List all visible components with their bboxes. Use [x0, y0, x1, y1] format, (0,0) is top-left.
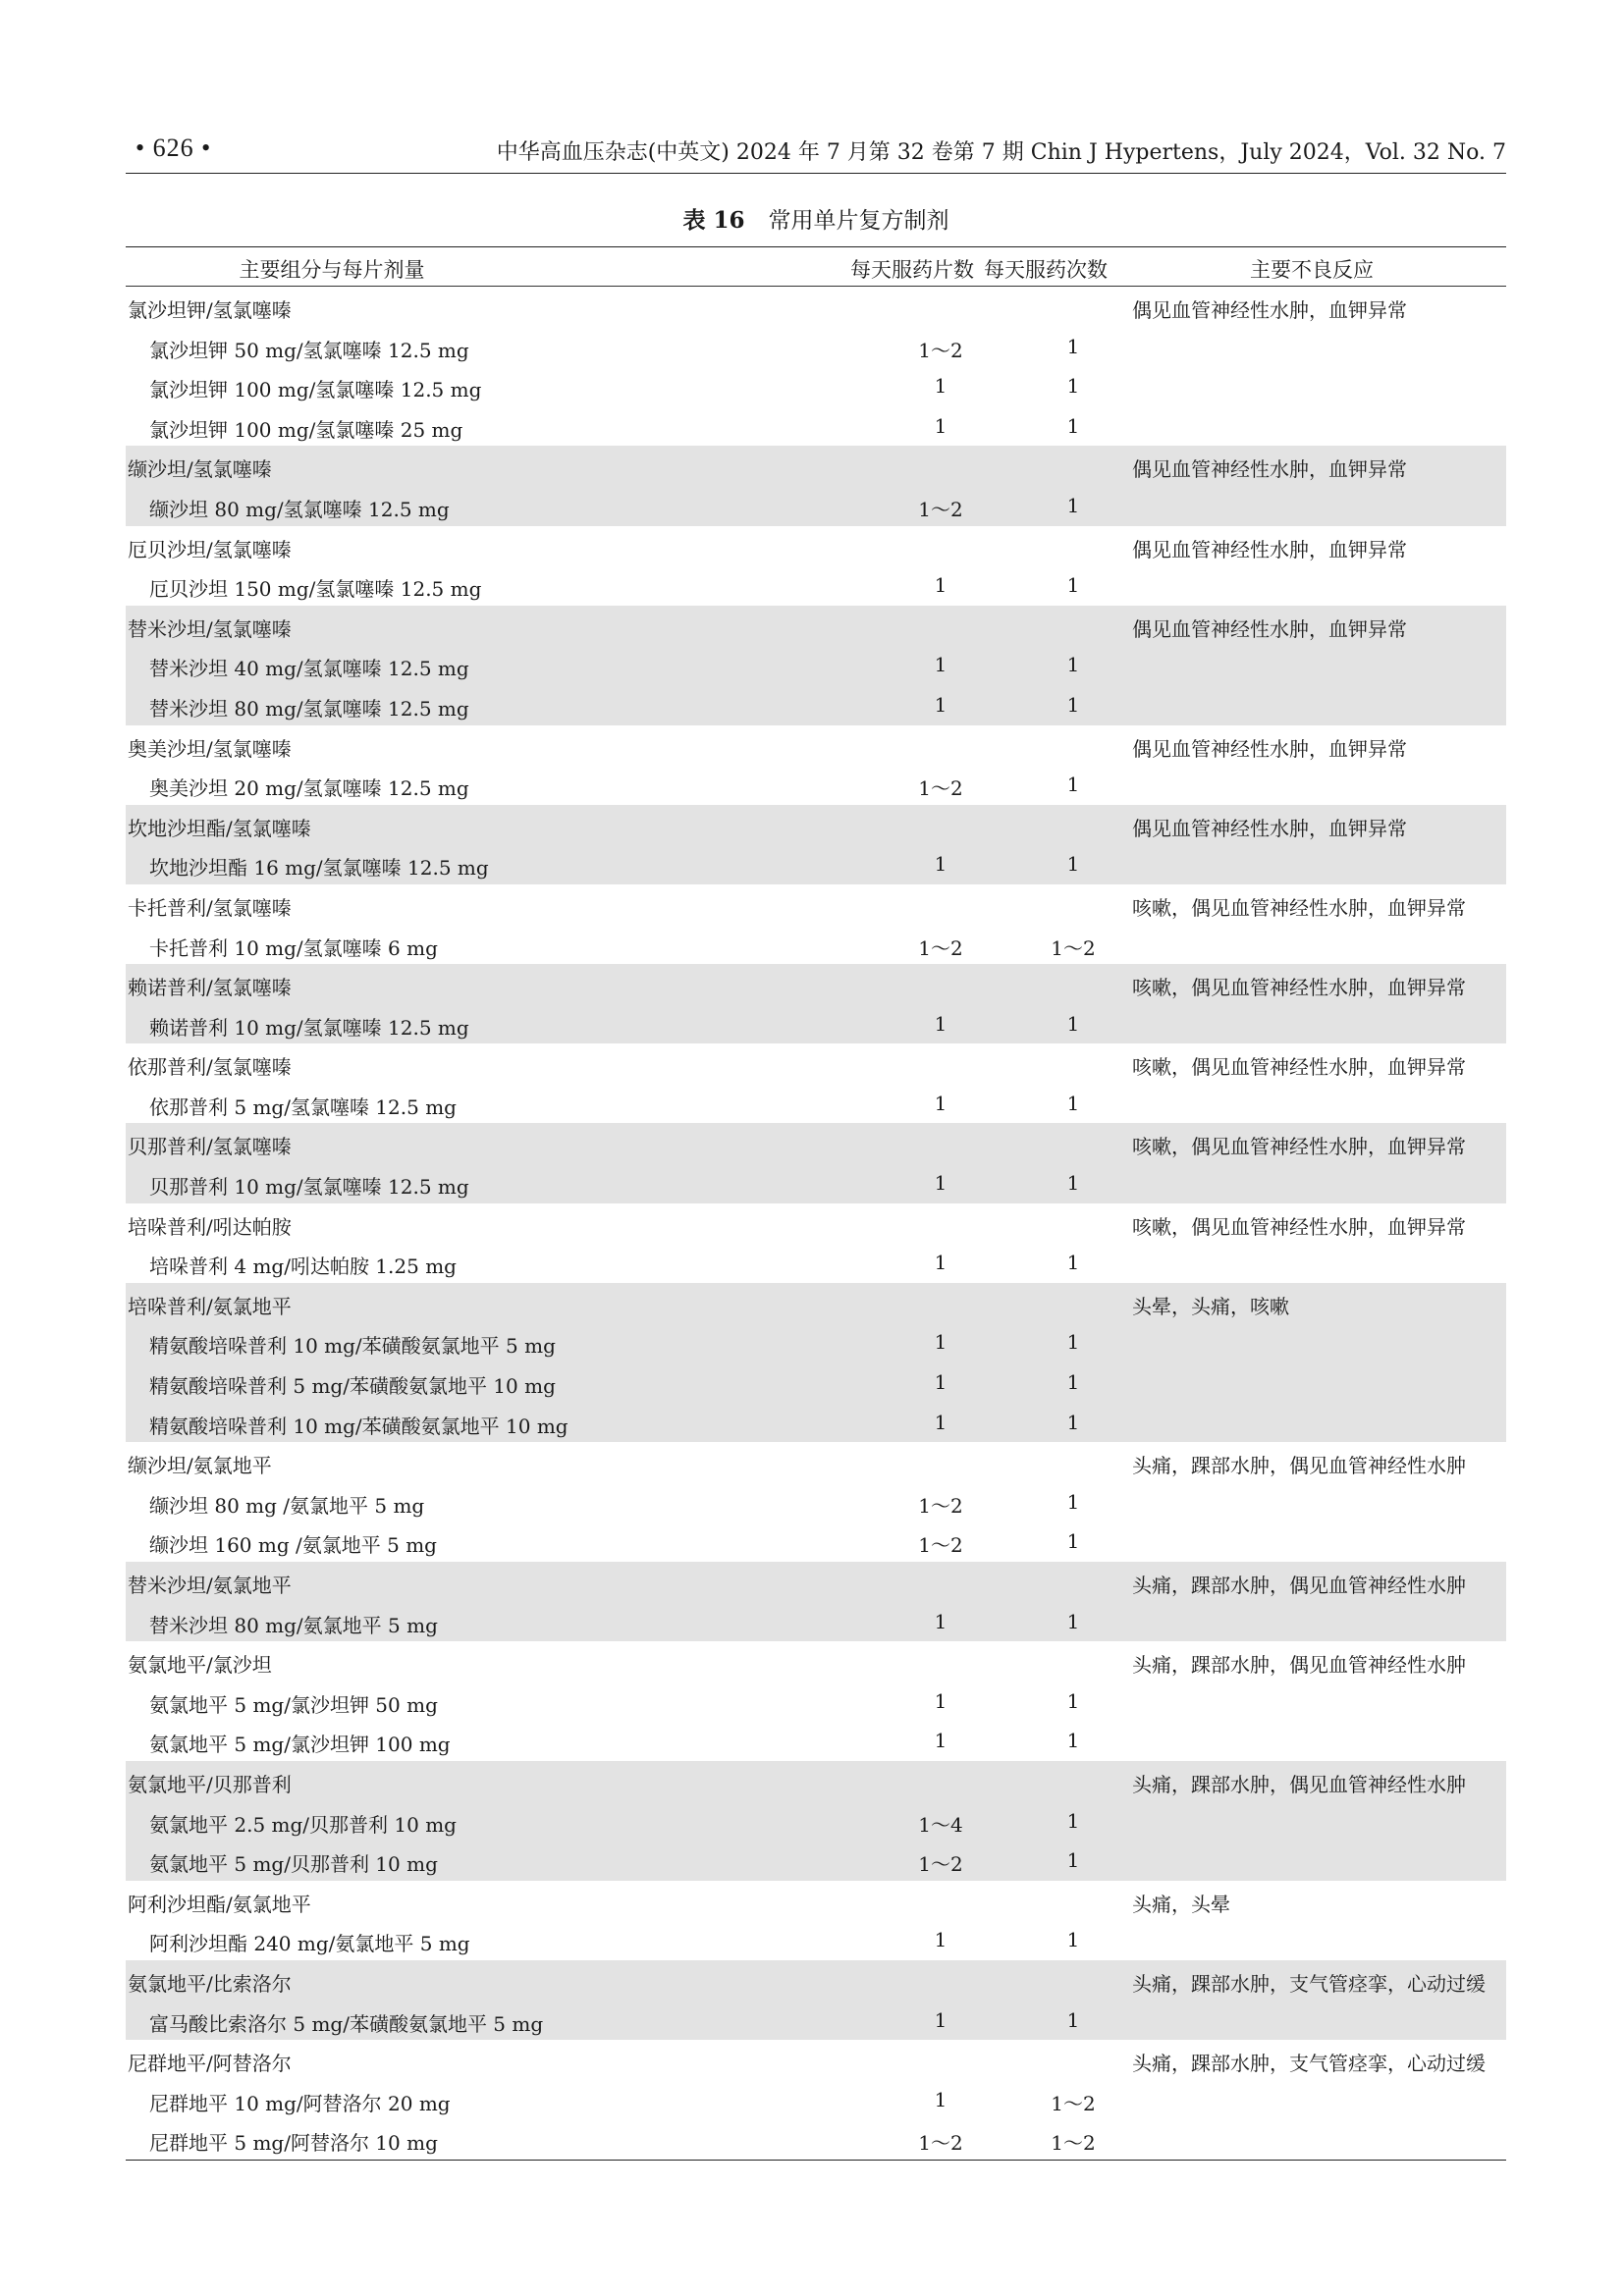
adverse-reactions: 咳嗽，偶见血管神经性水肿，血钾异常: [1132, 1135, 1466, 1159]
dose-composition: 氨氯地平 5 mg/氯沙坦钾 50 mg: [149, 1692, 438, 1717]
dose-composition: 卡托普利 10 mg/氢氯噻嗪 6 mg: [149, 935, 438, 960]
times-per-day: 1: [1066, 1688, 1080, 1713]
dose-composition: 氨氯地平 5 mg/贝那普利 10 mg: [149, 1852, 438, 1877]
tablets-per-day: 1: [934, 1251, 947, 1275]
adverse-reactions: 偶见血管神经性水肿，血钾异常: [1132, 457, 1407, 482]
adverse-reactions: 偶见血管神经性水肿，血钾异常: [1132, 736, 1407, 761]
tablets-per-day: 1: [934, 1729, 947, 1753]
group-header-row: [126, 1562, 1506, 1602]
adverse-reactions: 偶见血管神经性水肿，血钾异常: [1132, 816, 1407, 840]
group-name: 氯沙坦钾/氢氯噻嗪: [128, 298, 292, 322]
group-name: 尼群地平/阿替洛尔: [128, 2052, 292, 2076]
tablets-per-day: 1: [934, 573, 947, 598]
tablets-per-day: 1～2: [918, 338, 963, 362]
dose-composition: 培哚普利 4 mg/吲达帕胺 1.25 mg: [149, 1255, 457, 1279]
table-caption: [126, 202, 1506, 235]
adverse-reactions: 头痛，踝部水肿，支气管痉挛，心动过缓: [1132, 1971, 1486, 1996]
times-per-day: 1: [1066, 1330, 1080, 1355]
dose-composition: 替米沙坦 80 mg/氢氯噻嗪 12.5 mg: [149, 696, 469, 721]
group-name: 替米沙坦/氨氯地平: [128, 1574, 292, 1597]
times-per-day: 1: [1066, 334, 1080, 358]
table-row: [126, 1084, 1506, 1124]
dose-composition: 阿利沙坦酯 240 mg/氨氯地平 5 mg: [149, 1932, 470, 1956]
tablets-per-day: 1～2: [918, 776, 963, 801]
drug-group: [126, 1761, 1506, 1881]
table-row: [126, 1163, 1506, 1203]
group-name: 缬沙坦/氢氯噻嗪: [128, 457, 272, 482]
group-header-row: [126, 805, 1506, 845]
drug-group: [126, 446, 1506, 525]
drug-group: [126, 1123, 1506, 1202]
dose-composition: 氨氯地平 5 mg/氯沙坦钾 100 mg: [149, 1733, 451, 1757]
table-row: [126, 2119, 1506, 2160]
column-header-times: 每天服药次数: [984, 258, 1108, 282]
drug-group: [126, 884, 1506, 964]
drug-group: [126, 1283, 1506, 1442]
group-name: 培哚普利/氨氯地平: [128, 1294, 292, 1318]
group-name: 阿利沙坦酯/氨氯地平: [128, 1892, 311, 1916]
tablets-per-day: 1: [934, 692, 947, 717]
dose-composition: 缬沙坦 160 mg /氨氯地平 5 mg: [149, 1533, 437, 1558]
table-row: [126, 327, 1506, 367]
group-name: 氨氯地平/氯沙坦: [128, 1653, 272, 1678]
table-label: 表 16: [682, 207, 745, 234]
group-header-row: [126, 1960, 1506, 2001]
times-per-day: 1: [1066, 1251, 1080, 1275]
adverse-reactions: 咳嗽，偶见血管神经性水肿，血钾异常: [1132, 976, 1466, 1000]
group-name: 贝那普利/氢氯噻嗪: [128, 1135, 292, 1159]
dose-composition: 坎地沙坦酯 16 mg/氢氯噻嗪 12.5 mg: [149, 856, 489, 881]
times-per-day: 1: [1066, 1410, 1080, 1434]
dose-composition: 替米沙坦 40 mg/氢氯噻嗪 12.5 mg: [149, 657, 469, 681]
table-row: [126, 1522, 1506, 1562]
table-row: [126, 486, 1506, 526]
tablets-per-day: 1～2: [918, 1533, 963, 1558]
table-row: [126, 366, 1506, 406]
times-per-day: 1～2: [1051, 2131, 1096, 2156]
table-row: [126, 1920, 1506, 1960]
group-header-row: [126, 2040, 1506, 2080]
tablets-per-day: 1: [934, 374, 947, 399]
dose-composition: 依那普利 5 mg/氢氯噻嗪 12.5 mg: [149, 1095, 457, 1119]
table-row: [126, 565, 1506, 606]
dose-composition: 精氨酸培哚普利 10 mg/苯磺酸氨氯地平 10 mg: [149, 1414, 568, 1438]
table-row: [126, 1362, 1506, 1403]
group-header-row: [126, 1123, 1506, 1163]
times-per-day: 1: [1066, 1489, 1080, 1514]
drug-group: [126, 1641, 1506, 1761]
dose-composition: 精氨酸培哚普利 5 mg/苯磺酸氨氯地平 10 mg: [149, 1374, 556, 1399]
group-name: 替米沙坦/氢氯噻嗪: [128, 616, 292, 641]
column-header-tablets: 每天服药片数: [850, 258, 974, 282]
tablets-per-day: 1～4: [918, 1812, 963, 1837]
group-header-row: [126, 884, 1506, 925]
times-per-day: 1: [1066, 1091, 1080, 1115]
group-name: 培哚普利/吲达帕胺: [128, 1214, 292, 1239]
tablets-per-day: 1: [934, 1609, 947, 1633]
group-name: 奥美沙坦/氢氯噻嗪: [128, 736, 292, 761]
times-per-day: 1: [1066, 852, 1080, 877]
table-row: [126, 1721, 1506, 1761]
group-header-row: [126, 1203, 1506, 1244]
dose-composition: 氨氯地平 2.5 mg/贝那普利 10 mg: [149, 1812, 457, 1837]
times-per-day: 1: [1066, 2007, 1080, 2032]
table-row: [126, 406, 1506, 447]
table-row: [126, 844, 1506, 884]
drug-group: [126, 805, 1506, 884]
table-row: [126, 1482, 1506, 1522]
tablets-per-day: 1: [934, 1928, 947, 1952]
times-per-day: 1: [1066, 1529, 1080, 1554]
group-name: 氨氯地平/比索洛尔: [128, 1971, 292, 1996]
group-header-row: [126, 725, 1506, 766]
tablets-per-day: 1～2: [918, 1852, 963, 1877]
group-header-row: [126, 964, 1506, 1004]
tablets-per-day: 1～2: [918, 1493, 963, 1518]
adverse-reactions: 咳嗽，偶见血管神经性水肿，血钾异常: [1132, 895, 1466, 920]
tablets-per-day: 1: [934, 1330, 947, 1355]
dose-composition: 精氨酸培哚普利 10 mg/苯磺酸氨氯地平 5 mg: [149, 1334, 556, 1359]
dose-composition: 厄贝沙坦 150 mg/氢氯噻嗪 12.5 mg: [149, 577, 482, 602]
drug-group: [126, 1960, 1506, 2040]
dose-composition: 氯沙坦钾 50 mg/氢氯噻嗪 12.5 mg: [149, 338, 469, 362]
drug-group: [126, 1562, 1506, 1641]
drug-group: [126, 526, 1506, 606]
table-row: [126, 645, 1506, 685]
times-per-day: 1: [1066, 1370, 1080, 1395]
table-row: [126, 925, 1506, 965]
adverse-reactions: 头痛，头晕: [1132, 1892, 1230, 1916]
group-header-row: [126, 606, 1506, 646]
tablets-per-day: 1～2: [918, 497, 963, 521]
adverse-reactions: 偶见血管神经性水肿，血钾异常: [1132, 537, 1407, 561]
tablets-per-day: 1: [934, 1091, 947, 1115]
times-per-day: 1～2: [1051, 2091, 1096, 2115]
table-row: [126, 1322, 1506, 1362]
drug-group: [126, 1442, 1506, 1562]
times-per-day: 1: [1066, 773, 1080, 797]
table-body: [126, 287, 1506, 2160]
table-row: [126, 1682, 1506, 1722]
group-name: 赖诺普利/氢氯噻嗪: [128, 976, 292, 1000]
group-header-row: [126, 1043, 1506, 1084]
drug-group: [126, 1881, 1506, 1960]
table-row: [126, 685, 1506, 725]
table-row: [126, 765, 1506, 805]
tablets-per-day: 1: [934, 1171, 947, 1196]
journal-running-head: 中华高血压杂志(中英文) 2024 年 7 月第 32 卷第 7 期 Chin J Hypertens，July 2024，Vol. 32 No. 7: [496, 140, 1506, 165]
group-name: 缬沙坦/氨氯地平: [128, 1454, 272, 1478]
column-header-composition: 主要组分与每片剂量: [239, 258, 425, 282]
dose-composition: 氯沙坦钾 100 mg/氢氯噻嗪 25 mg: [149, 417, 463, 442]
table-row: [126, 1841, 1506, 1881]
group-name: 依那普利/氢氯噻嗪: [128, 1055, 292, 1080]
dose-composition: 尼群地平 10 mg/阿替洛尔 20 mg: [149, 2091, 451, 2115]
times-per-day: 1: [1066, 1171, 1080, 1196]
tablets-per-day: 1: [934, 1688, 947, 1713]
group-header-row: [126, 1442, 1506, 1482]
group-header-row: [126, 446, 1506, 486]
dose-composition: 缬沙坦 80 mg /氨氯地平 5 mg: [149, 1493, 425, 1518]
group-name: 厄贝沙坦/氢氯噻嗪: [128, 537, 292, 561]
adverse-reactions: 偶见血管神经性水肿，血钾异常: [1132, 298, 1407, 322]
adverse-reactions: 头晕，头痛，咳嗽: [1132, 1294, 1289, 1318]
group-header-row: [126, 1641, 1506, 1682]
tablets-per-day: 1: [934, 653, 947, 677]
tablets-per-day: 1: [934, 852, 947, 877]
dose-composition: 赖诺普利 10 mg/氢氯噻嗪 12.5 mg: [149, 1015, 469, 1040]
drug-table: [126, 246, 1506, 2161]
column-header-adverse: 主要不良反应: [1250, 258, 1374, 282]
times-per-day: 1: [1066, 653, 1080, 677]
group-header-row: [126, 526, 1506, 566]
adverse-reactions: 头痛，踝部水肿，偶见血管神经性水肿: [1132, 1454, 1466, 1478]
table-header-row: [126, 247, 1506, 287]
times-per-day: 1: [1066, 573, 1080, 598]
table-row: [126, 1243, 1506, 1283]
group-header-row: [126, 287, 1506, 327]
times-per-day: 1: [1066, 1609, 1080, 1633]
tablets-per-day: 1: [934, 2007, 947, 2032]
table-row: [126, 1004, 1506, 1044]
drug-group: [126, 725, 1506, 805]
tablets-per-day: 1: [934, 1370, 947, 1395]
tablets-per-day: 1: [934, 2087, 947, 2111]
adverse-reactions: 咳嗽，偶见血管神经性水肿，血钾异常: [1132, 1214, 1466, 1239]
times-per-day: 1: [1066, 413, 1080, 438]
dose-composition: 替米沙坦 80 mg/氨氯地平 5 mg: [149, 1613, 438, 1637]
group-header-row: [126, 1881, 1506, 1921]
drug-group: [126, 964, 1506, 1043]
adverse-reactions: 头痛，踝部水肿，偶见血管神经性水肿: [1132, 1653, 1466, 1678]
times-per-day: 1: [1066, 1729, 1080, 1753]
page-number: • 626 •: [135, 133, 212, 162]
dose-composition: 氯沙坦钾 100 mg/氢氯噻嗪 12.5 mg: [149, 378, 482, 402]
adverse-reactions: 头痛，踝部水肿，支气管痉挛，心动过缓: [1132, 2052, 1486, 2076]
drug-group: [126, 2040, 1506, 2160]
table-row: [126, 1403, 1506, 1443]
drug-group: [126, 1043, 1506, 1123]
times-per-day: 1: [1066, 1011, 1080, 1036]
times-per-day: 1: [1066, 493, 1080, 517]
adverse-reactions: 头痛，踝部水肿，偶见血管神经性水肿: [1132, 1574, 1466, 1597]
drug-group: [126, 287, 1506, 446]
table-row: [126, 2080, 1506, 2120]
dose-composition: 奥美沙坦 20 mg/氢氯噻嗪 12.5 mg: [149, 776, 469, 801]
group-header-row: [126, 1761, 1506, 1801]
group-name: 坎地沙坦酯/氢氯噻嗪: [128, 816, 311, 840]
adverse-reactions: 头痛，踝部水肿，偶见血管神经性水肿: [1132, 1772, 1466, 1796]
adverse-reactions: 咳嗽，偶见血管神经性水肿，血钾异常: [1132, 1055, 1466, 1080]
times-per-day: 1～2: [1051, 935, 1096, 960]
table-row: [126, 1602, 1506, 1642]
tablets-per-day: 1: [934, 1011, 947, 1036]
group-name: 卡托普利/氢氯噻嗪: [128, 895, 292, 920]
dose-composition: 贝那普利 10 mg/氢氯噻嗪 12.5 mg: [149, 1175, 469, 1200]
running-header: [126, 133, 1506, 174]
adverse-reactions: 偶见血管神经性水肿，血钾异常: [1132, 616, 1407, 641]
times-per-day: 1: [1066, 1848, 1080, 1873]
dose-composition: 缬沙坦 80 mg/氢氯噻嗪 12.5 mg: [149, 497, 450, 521]
drug-group: [126, 606, 1506, 725]
times-per-day: 1: [1066, 1928, 1080, 1952]
times-per-day: 1: [1066, 1808, 1080, 1833]
tablets-per-day: 1: [934, 1410, 947, 1434]
times-per-day: 1: [1066, 692, 1080, 717]
table-row: [126, 2001, 1506, 2041]
dose-composition: 尼群地平 5 mg/阿替洛尔 10 mg: [149, 2131, 438, 2156]
tablets-per-day: 1～2: [918, 935, 963, 960]
tablets-per-day: 1～2: [918, 2131, 963, 2156]
table-title: 常用单片复方制剂: [768, 208, 949, 234]
dose-composition: 富马酸比索洛尔 5 mg/苯磺酸氨氯地平 5 mg: [149, 2011, 544, 2036]
times-per-day: 1: [1066, 374, 1080, 399]
group-header-row: [126, 1283, 1506, 1323]
drug-group: [126, 1203, 1506, 1283]
table-row: [126, 1801, 1506, 1842]
tablets-per-day: 1: [934, 413, 947, 438]
group-name: 氨氯地平/贝那普利: [128, 1772, 292, 1796]
